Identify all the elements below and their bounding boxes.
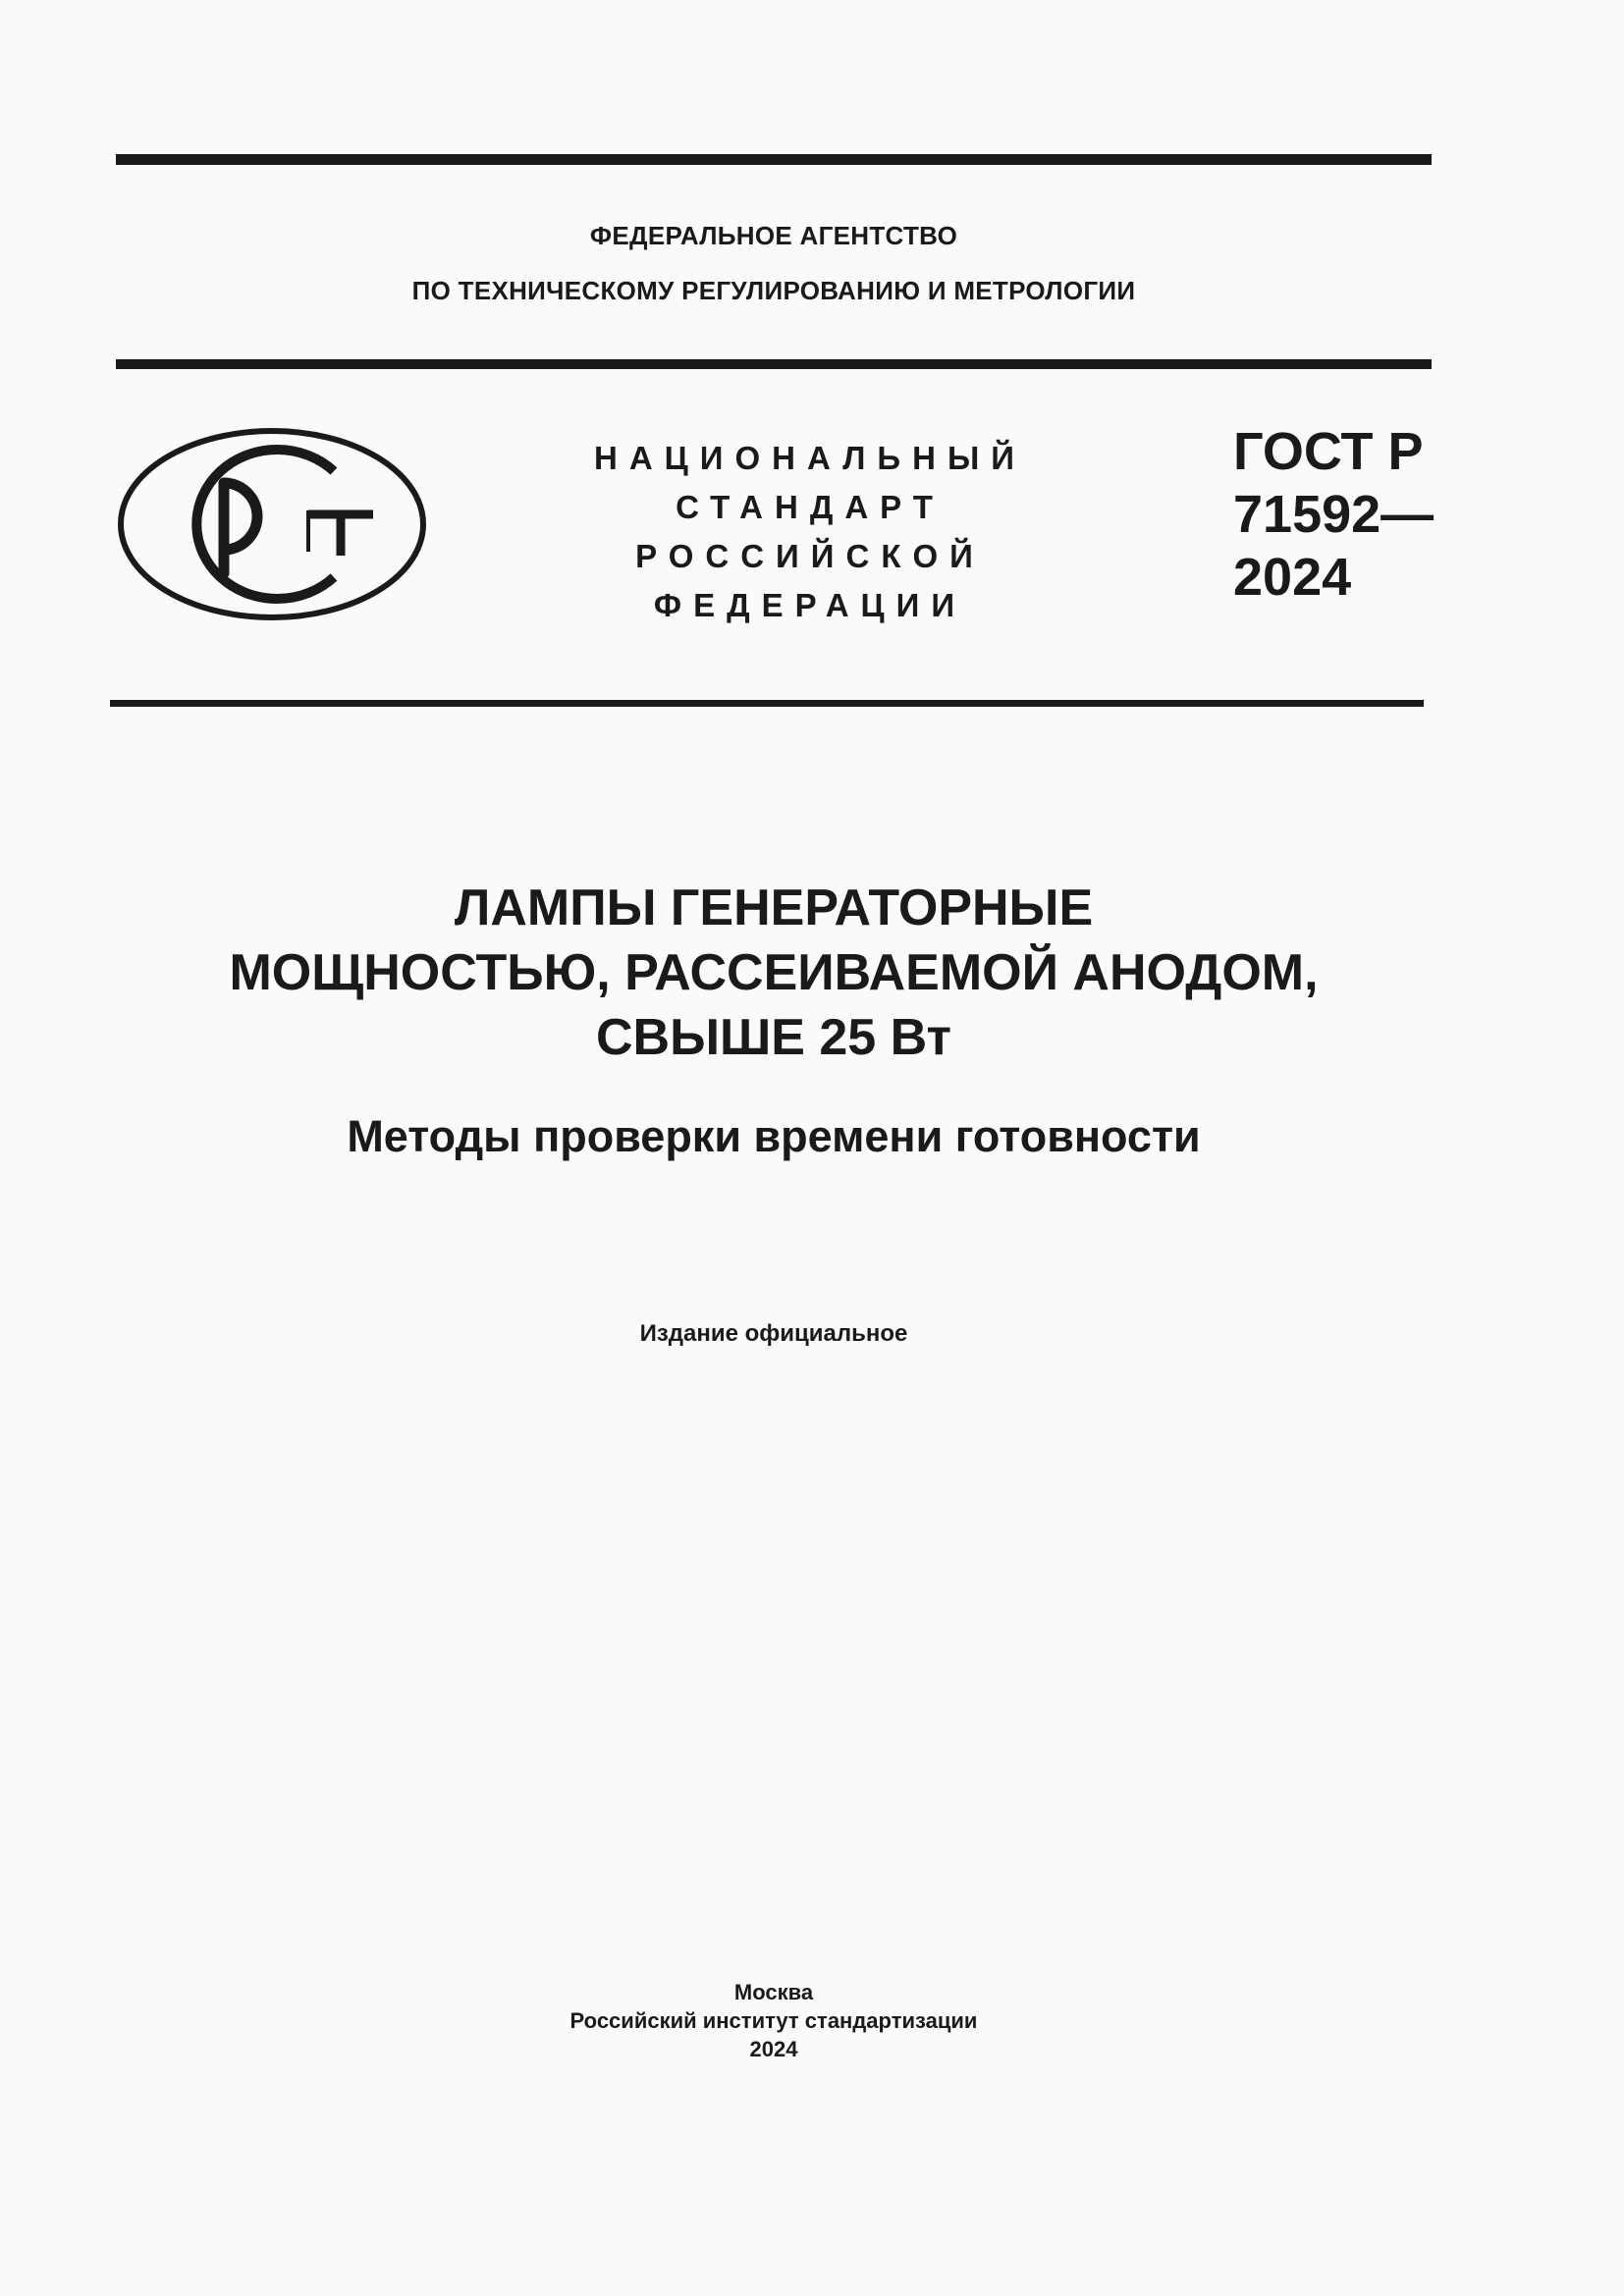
national-standard-line-1: НАЦИОНАЛЬНЫЙ	[594, 440, 1026, 476]
rst-emblem-icon	[116, 426, 428, 622]
lower-rule	[110, 700, 1424, 707]
imprint-city: Москва	[733, 1980, 814, 2004]
edition-label: Издание официальное	[639, 1320, 908, 1347]
agency-name-line-1: ФЕДЕРАЛЬНОЕ АГЕНТСТВО	[589, 221, 958, 250]
standard-designation	[1233, 420, 1434, 609]
imprint-year: 2024	[749, 2037, 798, 2061]
top-rule	[116, 154, 1432, 165]
title-line-1: ЛАМПЫ ГЕНЕРАТОРНЫЕ	[454, 880, 1094, 936]
agency-name-line-2: ПО ТЕХНИЧЕСКОМУ РЕГУЛИРОВАНИЮ И МЕТРОЛОГИИ	[411, 276, 1136, 305]
designation-line-3: 2024	[1233, 548, 1352, 607]
middle-rule	[116, 359, 1432, 369]
national-standard-line-2: СТАНДАРТ	[676, 489, 945, 525]
designation-line-1: ГОСТ Р	[1233, 422, 1424, 481]
national-standard-line-3: РОССИЙСКОЙ	[635, 538, 985, 574]
document-title	[0, 876, 1547, 1070]
title-line-3: СВЫШЕ 25 Вт	[595, 1009, 952, 1066]
title-line-2: МОЩНОСТЬЮ, РАССЕИВАЕМОЙ АНОДОМ,	[229, 944, 1319, 1001]
imprint	[0, 1978, 1547, 2063]
national-standard-line-4: ФЕДЕРАЦИИ	[653, 587, 967, 623]
national-standard-heading	[550, 434, 1070, 630]
document-subtitle: Методы проверки времени готовности	[347, 1111, 1201, 1161]
imprint-publisher: Российский институт стандартизации	[569, 2008, 978, 2033]
designation-line-2: 71592—	[1233, 485, 1435, 544]
